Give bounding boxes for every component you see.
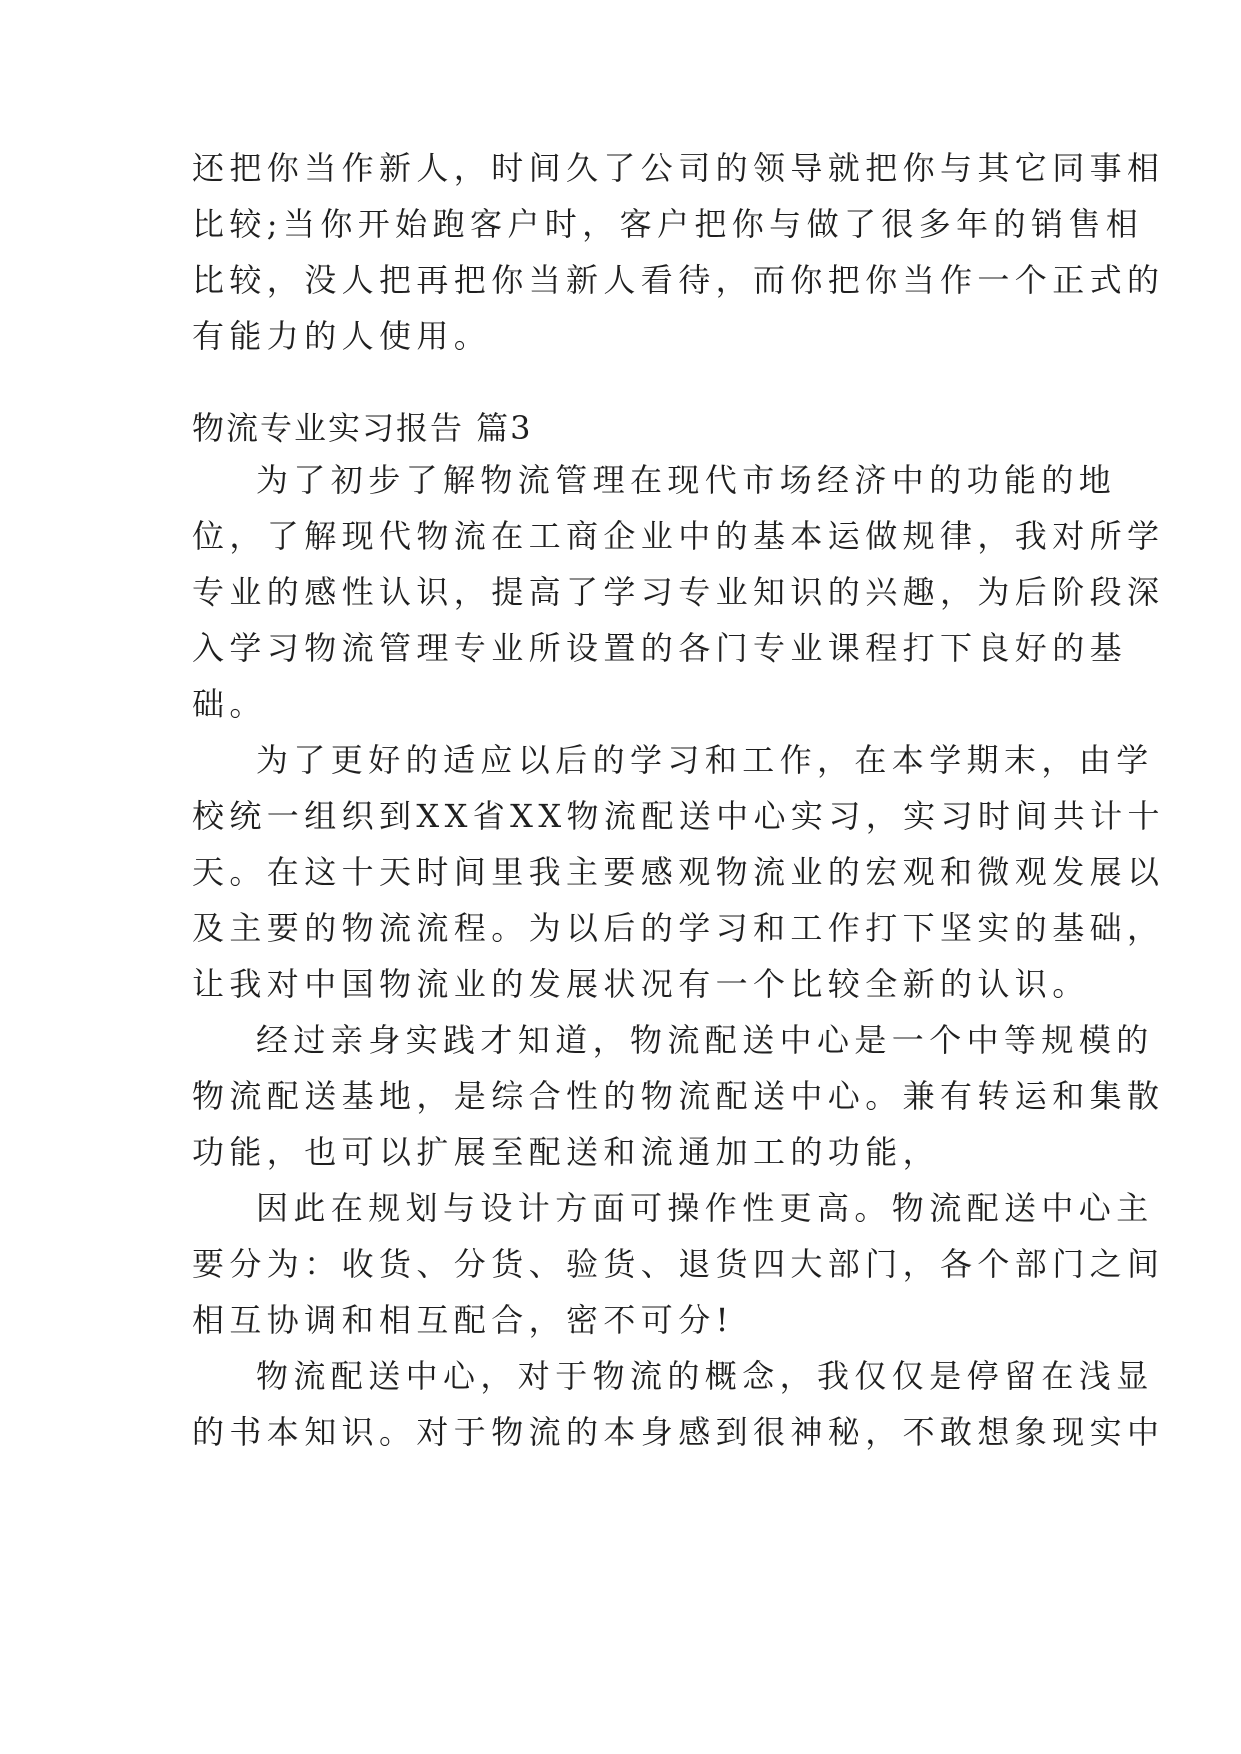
section-heading: 物流专业实习报告 篇3 <box>192 409 533 447</box>
body-text-line: 因此在规划与设计方面可操作性更高。物流配送中心主 <box>256 1189 1154 1227</box>
body-text-line: 为了更好的适应以后的学习和工作，在本学期末，由学 <box>256 741 1154 779</box>
body-text-line: 经过亲身实践才知道，物流配送中心是一个中等规模的 <box>256 1021 1154 1059</box>
body-text-line: 位，了解现代物流在工商企业中的基本运做规律，我对所学 <box>192 517 1165 555</box>
body-text-line: 还把你当作新人，时间久了公司的领导就把你与其它同事相 <box>192 149 1165 187</box>
body-text-line: 物流配送中心，对于物流的概念，我仅仅是停留在浅显 <box>256 1357 1154 1395</box>
body-text-line: 要分为：收货、分货、验货、退货四大部门，各个部门之间 <box>192 1245 1165 1283</box>
body-text-line: 的书本知识。对于物流的本身感到很神秘，不敢想象现实中 <box>192 1413 1165 1451</box>
body-text-line: 为了初步了解物流管理在现代市场经济中的功能的地 <box>256 461 1117 499</box>
body-text-line: 入学习物流管理专业所设置的各门专业课程打下良好的基 <box>192 629 1128 667</box>
body-text-line: 校统一组织到XX省XX物流配送中心实习，实习时间共计十 <box>192 797 1165 835</box>
body-text-line: 比较;当你开始跑客户时，客户把你与做了很多年的销售相 <box>192 205 1144 243</box>
body-text-line: 有能力的人使用。 <box>192 317 492 355</box>
body-text-line: 础。 <box>192 685 267 723</box>
body-text-line: 功能，也可以扩展至配送和流通加工的功能， <box>192 1133 941 1171</box>
body-text-line: 相互协调和相互配合，密不可分! <box>192 1301 734 1339</box>
body-text-line: 物流配送基地，是综合性的物流配送中心。兼有转运和集散 <box>192 1077 1165 1115</box>
body-text-line: 及主要的物流流程。为以后的学习和工作打下坚实的基础， <box>192 909 1165 947</box>
body-text-line: 专业的感性认识，提高了学习专业知识的兴趣，为后阶段深 <box>192 573 1165 611</box>
body-text-line: 比较，没人把再把你当新人看待，而你把你当作一个正式的 <box>192 261 1165 299</box>
body-text-line: 天。在这十天时间里我主要感观物流业的宏观和微观发展以 <box>192 853 1165 891</box>
body-text-line: 让我对中国物流业的发展状况有一个比较全新的认识。 <box>192 965 1090 1003</box>
